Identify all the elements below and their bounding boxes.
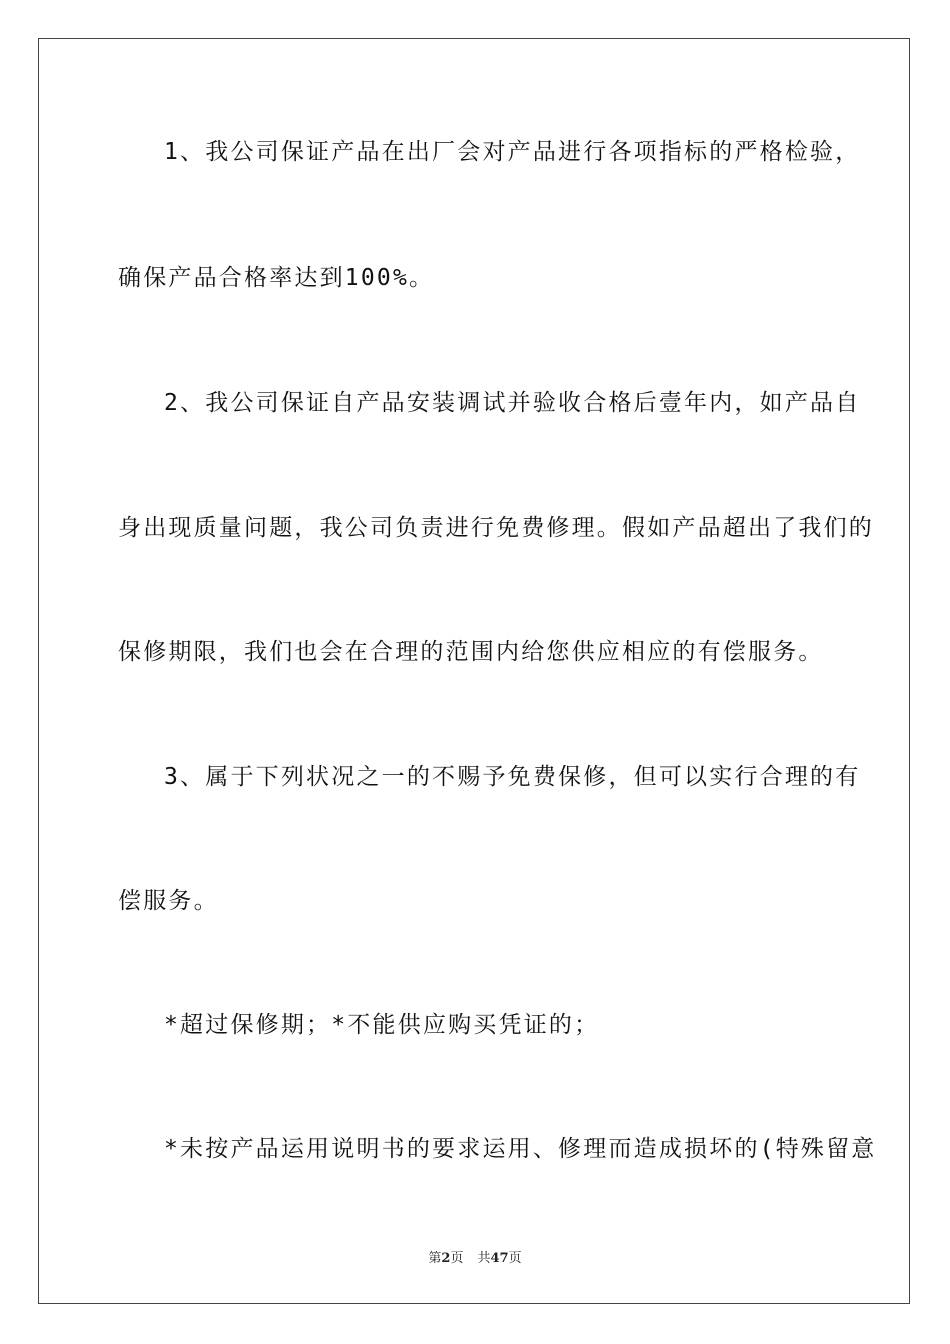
- page-border: [38, 38, 910, 1304]
- footer-page-suffix: 页: [450, 1251, 464, 1266]
- paragraph-line-5: 保修期限，我们也会在合理的范围内给您供应相应的有偿服务。: [118, 639, 824, 665]
- footer-page-prefix: 第: [428, 1251, 442, 1266]
- footer-total-suffix: 页: [508, 1251, 522, 1266]
- paragraph-line-1: 1、我公司保证产品在出厂会对产品进行各项指标的严格检验，: [164, 139, 861, 165]
- footer-current-page: 2: [441, 1251, 451, 1266]
- paragraph-line-4: 身出现质量问题，我公司负责进行免费修理。假如产品超出了我们的: [118, 515, 874, 541]
- footer-total-pages: 47: [490, 1251, 509, 1266]
- paragraph-line-8: *超过保修期；*不能供应购买凭证的；: [164, 1012, 600, 1038]
- page-footer: [0, 1247, 950, 1266]
- paragraph-line-3: 2、我公司保证自产品安装调试并验收合格后壹年内，如产品自: [164, 390, 861, 416]
- footer-total-prefix: 共: [477, 1251, 491, 1266]
- paragraph-line-2: 确保产品合格率达到100%。: [118, 265, 435, 291]
- paragraph-line-6: 3、属于下列状况之一的不赐予免费保修，但可以实行合理的有: [164, 764, 861, 790]
- paragraph-line-9: *未按产品运用说明书的要求运用、修理而造成损坏的(特殊留意: [164, 1136, 877, 1162]
- paragraph-line-7: 偿服务。: [118, 888, 219, 914]
